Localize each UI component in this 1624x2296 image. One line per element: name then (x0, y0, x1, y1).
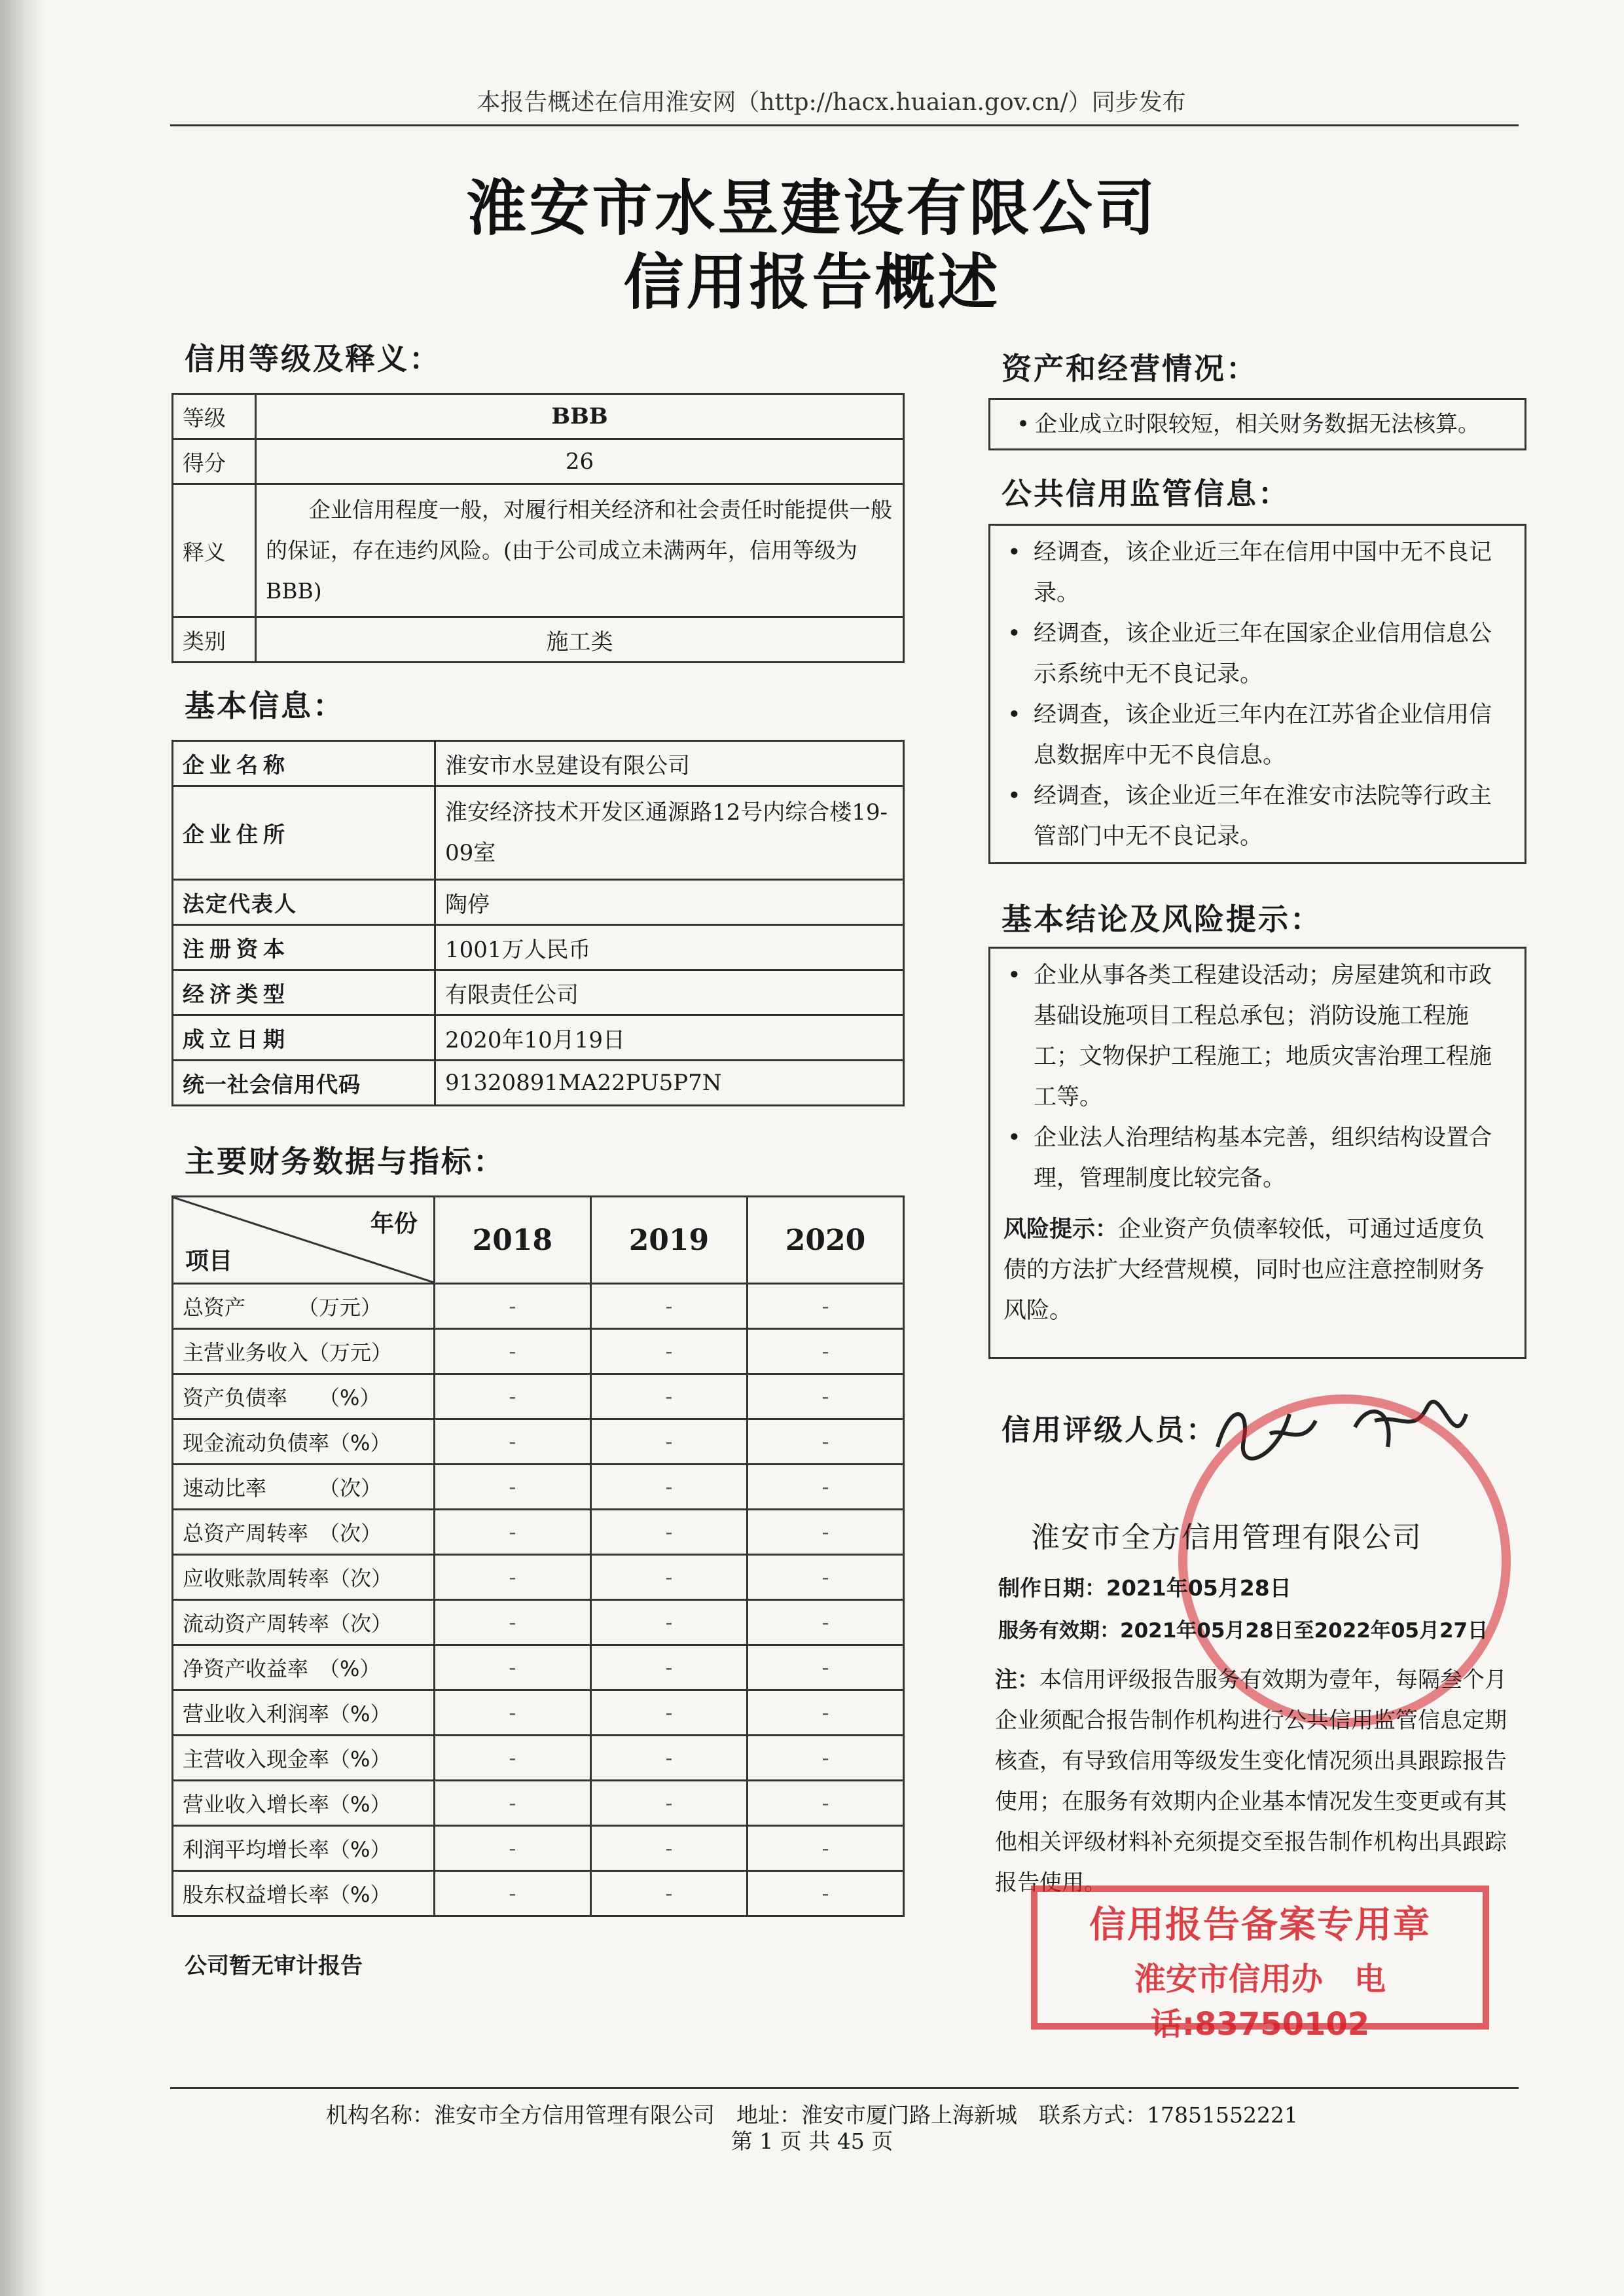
corner-item: 项目 (185, 1248, 233, 1275)
audit-note: 公司暂无审计报告 (185, 1953, 363, 1979)
assets-section-title: 资产和经营情况： (1001, 351, 1258, 386)
basic-label: 统一社会信用代码 (173, 1061, 435, 1106)
company-title: 淮安市水昱建设有限公司 (466, 173, 1158, 244)
valid-value: 2021年05月28日至2022年05月27日 (1120, 1619, 1489, 1643)
grade-label: 等级 (173, 394, 256, 439)
finance-value: - (747, 1645, 903, 1690)
finance-value: - (434, 1419, 590, 1465)
date-value: 2021年05月28日 (1106, 1575, 1291, 1601)
finance-value: - (590, 1826, 747, 1871)
note-text: 本信用评级报告服务有效期为壹年，每隔叁个月企业须配合报告制作机构进行公共信用监管信息定期核查，有导致信用等级发生变化情况须出具跟踪报告使用；在服务有效期内企业基本情况发生变更或有其他相关评级材料补充须提交至报告制作机构出具跟踪报告使用。 (995, 1667, 1507, 1896)
grade-row (173, 394, 904, 439)
seal-line2: 淮安市信用办 电话:83750102 (1134, 1961, 1386, 2043)
type-label: 类别 (173, 617, 256, 663)
rating-staff-label: 信用评级人员： (1001, 1413, 1217, 1447)
finance-value: - (747, 1329, 903, 1374)
finance-value: - (590, 1374, 747, 1419)
basic-value: 陶停 (435, 880, 904, 925)
assets-box (988, 398, 1526, 450)
finance-row (173, 1329, 904, 1374)
public-item: • 经调查，该企业近三年在国家企业信用信息公示系统中无不良记录。 (990, 613, 1498, 695)
finance-value: - (747, 1600, 903, 1645)
finance-item-label: 速动比率 （次） (173, 1465, 435, 1510)
finance-head-row (173, 1197, 904, 1284)
finance-item-label: 主营业务收入（万元） (173, 1329, 435, 1374)
public-item: • 经调查，该企业近三年在信用中国中无不良记录。 (990, 532, 1498, 613)
finance-value: - (747, 1284, 903, 1329)
finance-item-label: 利润平均增长率（%） (173, 1826, 435, 1871)
finance-value: - (590, 1871, 747, 1916)
finance-value: - (434, 1465, 590, 1510)
finance-value: - (590, 1284, 747, 1329)
finance-value: - (747, 1510, 903, 1555)
finance-item-label: 营业收入利润率（%） (173, 1690, 435, 1736)
finance-value: - (590, 1600, 747, 1645)
basic-row-address (173, 786, 904, 880)
header-note: 本报告概述在信用淮安网（http://hacx.huaian.gov.cn/）同步发布 (477, 89, 1186, 116)
basic-row-capital (173, 925, 904, 970)
finance-item-label: 流动资产周转率（次） (173, 1600, 435, 1645)
finance-row (173, 1465, 904, 1510)
finance-row (173, 1781, 904, 1826)
score-row (173, 439, 904, 484)
basic-row-type (173, 970, 904, 1015)
public-item: • 经调查，该企业近三年在淮安市法院等行政主管部门中无不良记录。 (990, 776, 1498, 857)
credit-grade-table (171, 393, 905, 663)
basic-row-code (173, 1061, 904, 1106)
finance-value: - (434, 1781, 590, 1826)
finance-value: - (434, 1284, 590, 1329)
finance-value: - (434, 1690, 590, 1736)
basic-label: 成立日期 (173, 1015, 435, 1061)
desc-row (173, 484, 904, 617)
finance-value: - (434, 1826, 590, 1871)
basic-value: 淮安市水昱建设有限公司 (435, 741, 904, 786)
finance-value: - (747, 1374, 903, 1419)
assets-item: • 企业成立时限较短，相关财务数据无法核算。 (1000, 404, 1515, 445)
rating-note (995, 1660, 1512, 1903)
finance-value: - (747, 1871, 903, 1916)
finance-table (171, 1195, 905, 1917)
finance-body (173, 1284, 904, 1916)
basic-label: 企业住所 (173, 786, 435, 880)
finance-value: - (747, 1690, 903, 1736)
finance-value: - (434, 1645, 590, 1690)
basic-value: 淮安经济技术开发区通源路12号内综合楼19-09室 (435, 786, 904, 880)
corner-year: 年份 (370, 1211, 418, 1237)
finance-item-label: 主营收入现金率（%） (173, 1736, 435, 1781)
type-value: 施工类 (256, 617, 904, 663)
finance-value: - (747, 1781, 903, 1826)
finance-row (173, 1510, 904, 1555)
finance-row (173, 1871, 904, 1916)
score-label: 得分 (173, 439, 256, 484)
finance-item-label: 股东权益增长率（%） (173, 1871, 435, 1916)
grade-value: BBB (256, 394, 904, 439)
finance-value: - (590, 1465, 747, 1510)
conclusion-item: • 企业法人治理结构基本完善，组织结构设置合理，管理制度比较完备。 (990, 1118, 1505, 1199)
basic-value: 有限责任公司 (435, 970, 904, 1015)
header-rule (170, 124, 1519, 126)
public-section-title: 公共信用监管信息： (1001, 476, 1290, 511)
finance-value: - (747, 1419, 903, 1465)
finance-row (173, 1419, 904, 1465)
finance-value: - (434, 1555, 590, 1600)
finance-row (173, 1284, 904, 1329)
finance-value: - (590, 1510, 747, 1555)
basic-value: 91320891MA22PU5P7N (435, 1061, 904, 1106)
score-value: 26 (256, 439, 904, 484)
conclusion-item: • 企业从事各类工程建设活动；房屋建筑和市政基础设施项目工程总承包；消防设施工程施工；文物保护工程施工；地质灾害治理工程施工等。 (990, 955, 1505, 1118)
finance-value: - (590, 1736, 747, 1781)
basic-value: 2020年10月19日 (435, 1015, 904, 1061)
risk-text: 企业资产负债率较低，可通过适度负债的方法扩大经营规模，同时也应注意控制财务风险。 (1003, 1216, 1485, 1324)
year-header: 2019 (590, 1197, 747, 1284)
finance-row (173, 1736, 904, 1781)
finance-item-label: 现金流动负债率（%） (173, 1419, 435, 1465)
finance-row (173, 1374, 904, 1419)
footer-rule (170, 2087, 1519, 2089)
basic-label: 经济类型 (173, 970, 435, 1015)
year-header: 2020 (747, 1197, 903, 1284)
public-item: • 经调查，该企业近三年内在江苏省企业信用信息数据库中无不良信息。 (990, 695, 1498, 776)
valid-line (998, 1614, 1488, 1643)
basic-section-title: 基本信息： (185, 688, 345, 723)
finance-section-title: 主要财务数据与指标： (185, 1144, 505, 1179)
rating-org: 淮安市全方信用管理有限公司 (1031, 1521, 1422, 1554)
finance-row (173, 1600, 904, 1645)
finance-row (173, 1555, 904, 1600)
finance-item-label: 应收账款周转率（次） (173, 1555, 435, 1600)
finance-value: - (590, 1645, 747, 1690)
basic-label: 企业名称 (173, 741, 435, 786)
finance-value: - (434, 1510, 590, 1555)
finance-value: - (590, 1690, 747, 1736)
valid-label: 服务有效期： (998, 1619, 1120, 1643)
finance-value: - (434, 1374, 590, 1419)
finance-value: - (434, 1329, 590, 1374)
basic-row-date (173, 1015, 904, 1061)
risk-label: 风险提示： (1003, 1216, 1119, 1243)
finance-value: - (747, 1555, 903, 1600)
finance-item-label: 总资产周转率 （次） (173, 1510, 435, 1555)
corner-cell (173, 1197, 435, 1284)
finance-item-label: 资产负债率 （%） (173, 1374, 435, 1419)
conclusion-box (988, 947, 1526, 1359)
finance-value: - (747, 1465, 903, 1510)
desc-value: 企业信用程度一般，对履行相关经济和社会责任时能提供一般的保证，存在违约风险。(由于公司成立未满两年，信用等级为BBB) (256, 484, 904, 617)
finance-item-label: 净资产收益率 （%） (173, 1645, 435, 1690)
seal-line1: 信用报告备案专用章 (1089, 1904, 1431, 1946)
filing-seal (1031, 1886, 1489, 2043)
finance-value: - (590, 1781, 747, 1826)
footer-page: 第 1 页 共 45 页 (731, 2128, 893, 2154)
date-line (998, 1571, 1291, 1602)
public-box (988, 524, 1526, 864)
basic-label: 注册资本 (173, 925, 435, 970)
basic-value: 1001万人民币 (435, 925, 904, 970)
finance-row (173, 1645, 904, 1690)
year-header: 2018 (434, 1197, 590, 1284)
finance-value: - (590, 1329, 747, 1374)
finance-value: - (747, 1826, 903, 1871)
basic-row-rep (173, 880, 904, 925)
note-label: 注： (995, 1667, 1039, 1693)
credit-section-title: 信用等级及释义： (185, 341, 441, 376)
finance-value: - (747, 1736, 903, 1781)
basic-row-name (173, 741, 904, 786)
finance-value: - (434, 1736, 590, 1781)
type-row (173, 617, 904, 663)
footer-line: 机构名称：淮安市全方信用管理有限公司 地址：淮安市厦门路上海新城 联系方式：17851552221 (326, 2102, 1298, 2128)
finance-value: - (590, 1419, 747, 1465)
basic-label: 法定代表人 (173, 880, 435, 925)
basic-info-table (171, 740, 905, 1106)
finance-value: - (590, 1555, 747, 1600)
finance-item-label: 营业收入增长率（%） (173, 1781, 435, 1826)
risk-note (990, 1209, 1505, 1331)
finance-row (173, 1690, 904, 1736)
finance-value: - (434, 1871, 590, 1916)
conclusion-section-title: 基本结论及风险提示： (1001, 902, 1322, 937)
finance-row (173, 1826, 904, 1871)
desc-label: 释义 (173, 484, 256, 617)
finance-item-label: 总资产 （万元） (173, 1284, 435, 1329)
date-label: 制作日期： (998, 1575, 1106, 1601)
report-title: 信用报告概述 (623, 247, 1001, 318)
finance-value: - (434, 1600, 590, 1645)
binding-edge (0, 0, 46, 2296)
